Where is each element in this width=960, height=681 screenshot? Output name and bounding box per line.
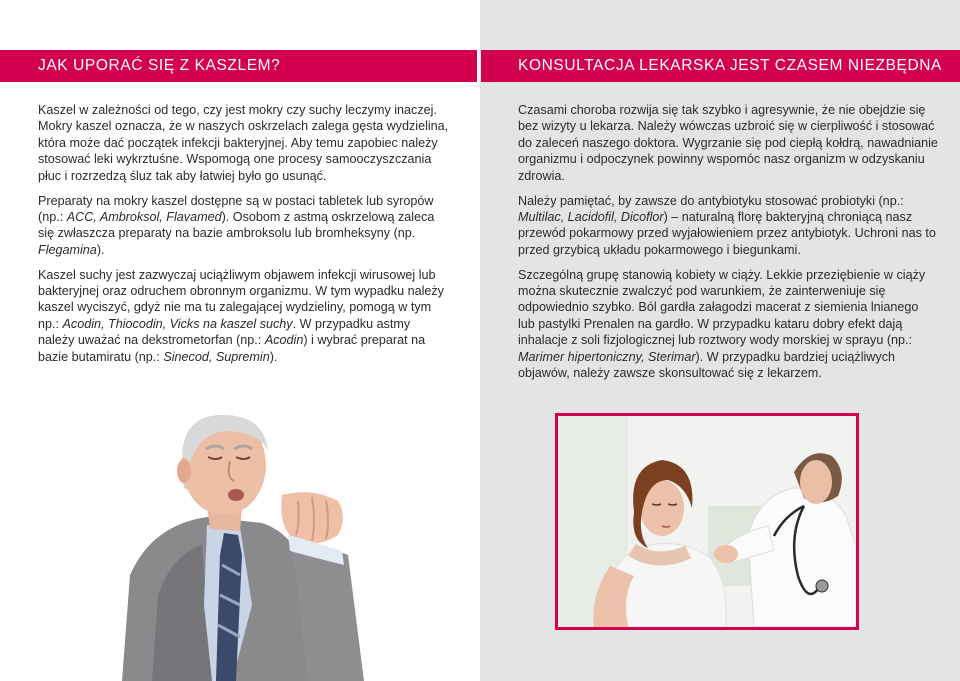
left-p3-text-g: ). [269,349,278,364]
right-paragraph-3 [518,267,938,382]
left-paragraph-2 [38,193,450,259]
left-paragraph-3 [38,267,450,365]
coughing-man-photo [112,405,412,681]
left-paragraph-1: Kaszel w zależności od tego, czy jest mokry czy suchy leczymy inaczej. Mokry kaszel oznacza, że w naszych oskrzelach zalega gęsta wydzielina, która może dać początek infekcji bakteryjnej. Aby temu zapobiec należy stosować leki wykrztuśne. Wspomogą one procesy samooczyszczania płuc i rozrzedzą śluz tak aby łatwiej było go usunąć. [38,103,449,183]
right-paragraph-1: Czasami choroba rozwija się tak szybko i agresywnie, że nie obejdzie się bez wizyty u lekarza. Należy wówczas uzbroić się w cierpliwość i stosować do zaleceń naszego doktora. Wygrzanie się pod ciepłą kołdrą, nawadnianie organizmu i odpoczynek powinny wspomóc nasz organizm w odzyskaniu zdrowia. [518,103,938,183]
right-p3-products: Marimer hipertoniczny, Sterimar [518,349,696,364]
left-p3-products-butamirate: Sinecod, Supremin [163,349,270,364]
right-p3-text-c: ). W przypadku bardziej uciążliwych objawów, należy zawsze skonsultować się z lekarzem. [518,349,896,381]
right-section-heading: KONSULTACJA LEKARSKA JEST CZASEM NIEZBĘDNA [481,50,960,82]
right-p2-products: Multilac, Lacidofil, Dicoflor [518,209,664,224]
left-p3-text-a: Kaszel suchy jest zazwyczaj uciążliwym objawem infekcji wirusowej lub bakteryjnej oraz odruchem obronnym organizmu. W tym wypadku należy kaszel wyciszyć, gdyż nie ma tu zalegającej wydzieliny, pomogą w tym np.: [38,267,444,331]
left-text-column [38,102,450,374]
left-p3-product-acodin: Acodin [264,333,304,348]
left-p2-text-c: ). Osobom z astmą oskrzelową zaleca się zwłaszcza preparaty na bazie ambroksolu lub bromheksyny (np. [38,209,435,241]
right-p2-text-c: ) – naturalną florę bakteryjną chroniącą nasz przewód pokarmowy przed wyjałowieniem przez antybiotyk. Uchroni nas to przed grzybicą układu pokarmowego i biegunkami. [518,209,936,257]
left-section-heading: JAK UPORAĆ SIĘ Z KASZLEM? [0,50,477,82]
right-p3-text-a: Szczególną grupę stanowią kobiety w ciąży. Lekkie przeziębienie w ciąży można skutecznie zwalczyć pod warunkiem, że zainterweniuje się odpowiednio szybko. Ból gardła załagodzi macerat z siemienia lnianego lub pastylki Prenalen na gardło. W przypadku kataru dobry efekt dają inhalacje z soli fizjologicznej lub roztwory wody morskiej w sprayu (np.: [518,267,926,348]
left-p3-text-c: . W przypadku astmy należy uważać na dekstrometorfan (np.: [38,316,411,348]
right-p2-text-a: Należy pamiętać, by zawsze do antybiotyku stosować probiotyki (np.: [518,193,904,208]
left-p3-products: Acodin, Thiocodin, Vicks na kaszel suchy [62,316,293,331]
left-p2-text-e: ). [96,242,105,257]
doctor-consultation-photo [558,416,856,627]
right-text-column [518,102,938,390]
doctor-consultation-photo-frame [555,413,859,630]
left-p2-product-flegamina: Flegamina [38,242,97,257]
left-p2-text-a: Preparaty na mokry kaszel dostępne są w postaci tabletek lub syropów (np.: [38,193,434,224]
right-paragraph-2 [518,193,938,259]
left-p3-text-e: ) i wybrać preparat na bazie butamiratu (np.: [38,333,426,364]
left-p2-products: ACC, Ambroksol, Flavamed [66,209,222,224]
